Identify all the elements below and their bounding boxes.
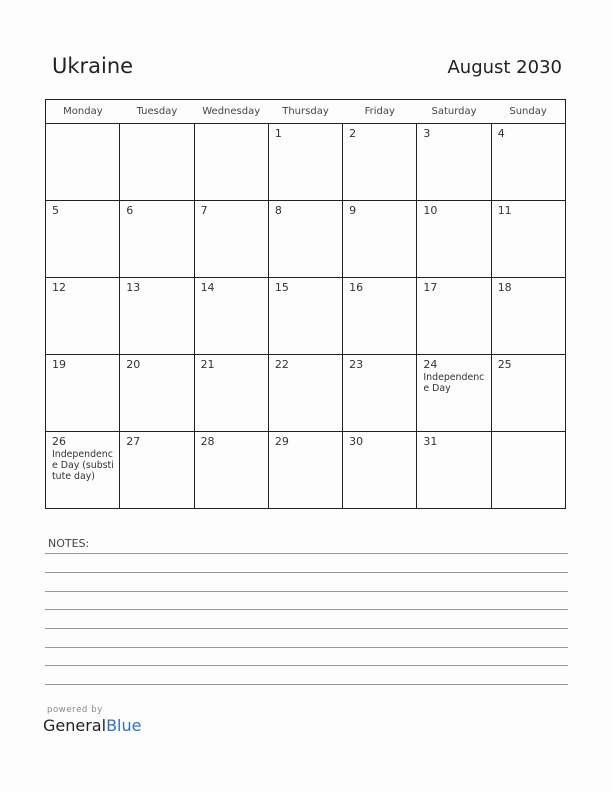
day-number: 23: [349, 358, 364, 371]
day-number: 6: [126, 204, 134, 217]
day-number: 1: [274, 127, 282, 140]
day-cell: [417, 201, 491, 278]
weekday-monday: Monday: [46, 100, 120, 124]
day-number: 29: [274, 435, 289, 448]
day-cell: [194, 355, 268, 432]
day-number: 27: [126, 435, 141, 448]
day-cell: [491, 278, 565, 355]
day-number: 14: [200, 281, 215, 294]
day-cell: [343, 432, 417, 509]
day-number: 24: [423, 358, 438, 371]
day-cell: [268, 432, 342, 509]
day-number: 11: [497, 204, 512, 217]
holiday-label: Independence Day (substitute day): [52, 449, 114, 482]
week-row: [46, 432, 566, 509]
day-cell: [343, 201, 417, 278]
day-cell: [491, 124, 565, 201]
day-number: 18: [497, 281, 512, 294]
day-cell: [417, 355, 491, 432]
day-number: 16: [349, 281, 364, 294]
weekday-friday: Friday: [343, 100, 417, 124]
day-number: 21: [200, 358, 215, 371]
day-number: 31: [423, 435, 438, 448]
day-number: 28: [200, 435, 215, 448]
week-row: [46, 124, 566, 201]
weekday-wednesday: Wednesday: [194, 100, 268, 124]
day-cell: [46, 355, 120, 432]
calendar-grid: [45, 99, 566, 509]
day-number: 15: [274, 281, 289, 294]
day-number: 5: [52, 204, 59, 217]
weekday-sunday: Sunday: [491, 100, 565, 124]
month-title: August 2030: [447, 57, 562, 78]
day-cell: [46, 432, 120, 509]
week-row: [46, 355, 566, 432]
day-cell: [120, 355, 194, 432]
day-number: 9: [349, 204, 357, 217]
day-number: 12: [52, 281, 66, 294]
day-number: 13: [126, 281, 141, 294]
notes-line: [45, 591, 568, 592]
notes-line: [45, 572, 568, 573]
day-cell: [343, 355, 417, 432]
weekday-thursday: Thursday: [268, 100, 342, 124]
weekday-saturday: Saturday: [417, 100, 491, 124]
powered-by-text: powered by: [47, 705, 103, 715]
day-cell: [491, 201, 565, 278]
day-number: [195, 124, 268, 127]
day-number: 10: [423, 204, 438, 217]
day-cell: [491, 355, 565, 432]
logo-blue-text: Blue: [106, 716, 142, 735]
day-cell: [417, 278, 491, 355]
day-number: 26: [52, 435, 66, 448]
weekday-tuesday: Tuesday: [120, 100, 194, 124]
day-cell: [491, 432, 565, 509]
day-number: [492, 432, 565, 435]
day-number: [120, 124, 193, 127]
notes-line: [45, 665, 568, 666]
day-cell: [46, 201, 120, 278]
day-number: 4: [497, 127, 505, 140]
day-cell: [417, 124, 491, 201]
day-cell: [268, 355, 342, 432]
day-cell: [268, 201, 342, 278]
notes-line: [45, 553, 568, 554]
week-row: [46, 201, 566, 278]
day-cell: [46, 124, 120, 201]
holiday-label: Independence Day: [423, 372, 485, 394]
notes-label: NOTES:: [48, 537, 90, 550]
day-cell: [46, 278, 120, 355]
day-cell: [194, 124, 268, 201]
day-cell: [194, 278, 268, 355]
day-cell: [268, 124, 342, 201]
notes-line: [45, 647, 568, 648]
day-number: 17: [423, 281, 438, 294]
day-cell: [194, 201, 268, 278]
day-number: 20: [126, 358, 141, 371]
day-number: 19: [52, 358, 66, 371]
day-cell: [343, 124, 417, 201]
day-cell: [343, 278, 417, 355]
country-title: Ukraine: [52, 54, 134, 78]
day-cell: [194, 432, 268, 509]
notes-line: [45, 684, 568, 685]
generalblue-logo: [43, 716, 141, 735]
day-cell: [417, 432, 491, 509]
day-number: 2: [349, 127, 357, 140]
day-cell: [120, 124, 194, 201]
day-cell: [120, 432, 194, 509]
logo-general-text: General: [43, 716, 107, 735]
week-row: [46, 278, 566, 355]
weekday-header-row: [46, 100, 566, 124]
day-number: 22: [274, 358, 289, 371]
day-cell: [268, 278, 342, 355]
notes-line: [45, 628, 568, 629]
day-cell: [120, 278, 194, 355]
day-number: 7: [200, 204, 208, 217]
day-number: 25: [497, 358, 512, 371]
day-number: 8: [274, 204, 282, 217]
day-number: [46, 124, 119, 127]
notes-line: [45, 609, 568, 610]
day-number: 3: [423, 127, 431, 140]
day-cell: [120, 201, 194, 278]
day-number: 30: [349, 435, 364, 448]
